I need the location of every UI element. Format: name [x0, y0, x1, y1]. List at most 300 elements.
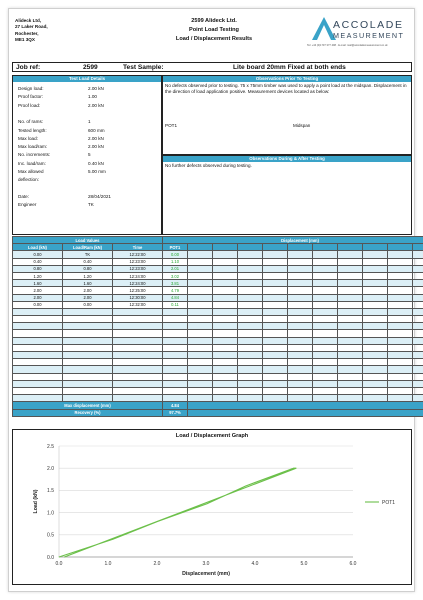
test-load-details: [12, 75, 162, 235]
table-cell: [413, 373, 423, 380]
table-cell: [338, 387, 363, 394]
table-cell: [363, 359, 388, 366]
table-cell: [238, 359, 263, 366]
table-cell: 12:24:00: [113, 272, 163, 279]
detail-key: Max load:: [18, 135, 38, 141]
table-cell: [413, 344, 423, 351]
table-cell: [388, 352, 413, 359]
detail-value: TK: [88, 202, 94, 208]
address-line: Alideck Ltd,: [15, 18, 42, 23]
table-row: [13, 359, 423, 366]
detail-value: 2.00 kN: [88, 144, 104, 150]
detail-value: 600 mm: [88, 127, 105, 133]
table-cell: [263, 330, 288, 337]
table-row: [13, 301, 423, 308]
table-cell: [288, 251, 313, 258]
table-row: [13, 272, 423, 279]
detail-key: Design load:: [18, 86, 44, 91]
table-cell: [413, 359, 423, 366]
table-cell: [238, 366, 263, 373]
table-cell: [163, 395, 188, 402]
table-cell: [338, 280, 363, 287]
table-cell: [338, 258, 363, 265]
table-cell: [263, 316, 288, 323]
table-cell: [338, 287, 363, 294]
table-cell: [238, 272, 263, 279]
y-tick-label: 1.0: [47, 510, 54, 517]
table-cell: 0.80: [13, 265, 63, 272]
column-header: [313, 244, 338, 251]
data-point: [293, 468, 294, 469]
data-point: [64, 557, 65, 558]
table-cell: [413, 265, 423, 272]
table-cell: [63, 395, 113, 402]
detail-key: Max load/ram:: [18, 144, 48, 150]
table-cell: [163, 330, 188, 337]
table-cell: [188, 258, 213, 265]
table-cell: [113, 373, 163, 380]
table-cell: [213, 280, 238, 287]
table-cell: [288, 308, 313, 315]
table-cell: [388, 316, 413, 323]
table-cell: [13, 316, 63, 323]
table-cell: [338, 344, 363, 351]
table-cell: 12:23:00: [113, 265, 163, 272]
address-line: Rochester,: [15, 30, 39, 36]
table-row: [13, 366, 423, 373]
table-cell: [13, 352, 63, 359]
table-cell: [413, 337, 423, 344]
table-cell: [263, 387, 288, 394]
table-cell: [188, 373, 213, 380]
table-cell: [238, 280, 263, 287]
table-cell: [363, 258, 388, 265]
table-cell: [338, 330, 363, 337]
table-cell: [263, 323, 288, 330]
table-cell: 0.80: [63, 265, 113, 272]
table-cell: [213, 387, 238, 394]
table-cell: [238, 323, 263, 330]
table-cell: [313, 280, 338, 287]
table-cell: [388, 294, 413, 301]
table-cell: [288, 380, 313, 387]
table-cell: [163, 366, 188, 373]
table-cell: 2.00: [13, 294, 63, 301]
observations-during: [162, 155, 412, 235]
table-cell: 2.00: [63, 287, 113, 294]
column-header: [338, 244, 363, 251]
table-cell: [388, 323, 413, 330]
x-tick-label: 4.0: [251, 561, 259, 567]
table-cell: [63, 366, 113, 373]
table-cell: [188, 337, 213, 344]
table-cell: [188, 287, 213, 294]
table-cell: [13, 337, 63, 344]
table-cell: [188, 280, 213, 287]
table-cell: TK: [63, 251, 113, 258]
table-cell: [288, 395, 313, 402]
table-cell: [338, 323, 363, 330]
table-cell: [388, 258, 413, 265]
table-cell: [288, 280, 313, 287]
table-cell: [13, 359, 63, 366]
column-header: POT1: [163, 244, 188, 251]
table-cell: 1.60: [13, 280, 63, 287]
table-cell: [263, 366, 288, 373]
detail-value: 5.00 mm: [88, 169, 106, 174]
table-cell: [263, 373, 288, 380]
table-cell: [388, 395, 413, 402]
table-cell: [263, 380, 288, 387]
title-line-2: Point Load Testing: [189, 27, 239, 33]
table-cell: [188, 352, 213, 359]
table-cell: [388, 380, 413, 387]
table-cell: [238, 265, 263, 272]
table-cell: 0.40: [63, 258, 113, 265]
table-cell: [413, 316, 423, 323]
table-cell: [413, 280, 423, 287]
table-cell: [188, 344, 213, 351]
table-row: [13, 373, 423, 380]
table-cell: 1.60: [63, 280, 113, 287]
observation-text: No defects observed prior to testing. 75 x 75mm timber was used to apply a point load at the midspan. Displacement in the direction of load application positive. Measurement devices located as below:: [165, 83, 407, 95]
table-cell: [313, 330, 338, 337]
table-cell: [313, 323, 338, 330]
table-cell: [213, 323, 238, 330]
table-cell: [313, 395, 338, 402]
table-cell: [63, 316, 113, 323]
logo-contact: Tel: +44 (0)1707 377 498 · E-mail: mail@accolademeasurement.co.uk: [307, 44, 388, 47]
table-row: [13, 294, 423, 301]
table-cell: [213, 272, 238, 279]
table-cell: [213, 380, 238, 387]
detail-key: Tested length:: [18, 127, 47, 133]
table-cell: [338, 359, 363, 366]
table-cell: [213, 337, 238, 344]
detail-key: Max allowed: [18, 169, 44, 174]
detail-value: 0.40 kN: [88, 160, 104, 166]
table-row: [13, 387, 423, 394]
table-cell: [263, 337, 288, 344]
detail-value: 5: [88, 152, 91, 158]
table-cell: [188, 387, 213, 394]
table-row: [13, 344, 423, 351]
table-cell: [238, 251, 263, 258]
table-cell: [263, 359, 288, 366]
recovery-label: Recovery (%): [13, 409, 163, 416]
table-cell: 2.00: [13, 287, 63, 294]
table-cell: [263, 265, 288, 272]
y-tick-label: 2.0: [47, 466, 54, 472]
section-heading: Test Load Details: [13, 76, 161, 82]
column-header: [238, 244, 263, 251]
table-cell: [338, 294, 363, 301]
table-cell: [338, 366, 363, 373]
table-cell: [13, 330, 63, 337]
detail-key: No. of rams:: [18, 119, 44, 125]
table-cell: [363, 294, 388, 301]
table-cell: [413, 251, 423, 258]
column-header: [388, 244, 413, 251]
y-tick-label: 1.5: [47, 488, 54, 495]
table-cell: 1.10: [163, 258, 188, 265]
table-cell: [263, 294, 288, 301]
table-cell: 2.01: [163, 265, 188, 272]
summary-filler: [188, 409, 423, 416]
report-title: [139, 17, 289, 44]
table-cell: [263, 344, 288, 351]
table-cell: [388, 308, 413, 315]
table-cell: [363, 287, 388, 294]
table-cell: [113, 366, 163, 373]
table-cell: [263, 287, 288, 294]
table-cell: [313, 301, 338, 308]
recovery-row: [13, 409, 423, 416]
table-cell: [63, 337, 113, 344]
table-cell: [213, 366, 238, 373]
test-sample-value: Lite board 20mm Fixed at both ends: [233, 64, 346, 71]
table-cell: [113, 352, 163, 359]
displacement-heading: Displacement (mm): [163, 237, 423, 244]
table-cell: [113, 337, 163, 344]
detail-key: Proof factor:: [18, 94, 44, 100]
y-tick-label: 0.5: [47, 532, 54, 539]
table-cell: [288, 337, 313, 344]
table-cell: [238, 308, 263, 315]
table-cell: [163, 380, 188, 387]
y-tick-label: 0.0: [47, 554, 54, 561]
chart-panel: [12, 429, 412, 585]
table-cell: [363, 265, 388, 272]
table-cell: [288, 344, 313, 351]
table-cell: 12:22:00: [113, 251, 163, 258]
detail-key: deflection:: [18, 177, 39, 183]
table-cell: [113, 359, 163, 366]
detail-key: Proof load:: [18, 102, 41, 108]
table-cell: [363, 251, 388, 258]
test-sample-label: Test Sample:: [123, 64, 164, 71]
table-cell: [263, 251, 288, 258]
table-cell: 12:30:00: [113, 294, 163, 301]
table-cell: [388, 337, 413, 344]
table-cell: [188, 330, 213, 337]
column-header: Load/Ram (kN): [63, 244, 113, 251]
table-cell: [363, 387, 388, 394]
table-cell: [13, 380, 63, 387]
x-tick-label: 6.0: [349, 561, 357, 567]
table-cell: [163, 387, 188, 394]
detail-value: 1: [88, 119, 91, 125]
table-cell: [313, 352, 338, 359]
table-cell: [113, 323, 163, 330]
table-cell: [163, 316, 188, 323]
table-cell: [388, 387, 413, 394]
table-row: [13, 265, 423, 272]
table-cell: [238, 316, 263, 323]
address-line: ME1 3QX: [15, 37, 35, 43]
table-cell: [263, 395, 288, 402]
x-tick-label: 0.0: [55, 561, 63, 567]
table-cell: [363, 395, 388, 402]
table-row: [13, 287, 423, 294]
detail-key: Inc. load/ram:: [18, 160, 46, 166]
table-cell: [163, 352, 188, 359]
table-cell: [288, 373, 313, 380]
column-header: [188, 244, 213, 251]
address-block: [15, 18, 48, 44]
table-cell: 4.79: [163, 287, 188, 294]
table-cell: 0.40: [13, 258, 63, 265]
max-displacement-label: Max displacement (mm): [13, 402, 163, 409]
table-cell: [388, 287, 413, 294]
recovery-value: 97.7%: [163, 409, 188, 416]
table-cell: [313, 258, 338, 265]
table-cell: [338, 316, 363, 323]
table-cell: [163, 308, 188, 315]
table-cell: [213, 265, 238, 272]
table-cell: [188, 294, 213, 301]
table-cell: [188, 272, 213, 279]
logo-text-bottom: MEASUREMENT: [333, 31, 405, 40]
table-cell: [163, 359, 188, 366]
table-cell: [363, 301, 388, 308]
table-cell: 0.00: [13, 251, 63, 258]
table-cell: [363, 366, 388, 373]
table-row: [13, 395, 423, 402]
column-header: [363, 244, 388, 251]
max-displacement-row: [13, 402, 423, 409]
table-cell: [288, 287, 313, 294]
table-cell: [263, 301, 288, 308]
max-displacement-value: 4.84: [163, 402, 188, 409]
table-cell: [263, 308, 288, 315]
table-cell: [363, 352, 388, 359]
table-cell: [413, 272, 423, 279]
section-heading: Observations During & After Testing: [163, 156, 411, 162]
table-cell: [63, 344, 113, 351]
table-cell: [413, 330, 423, 337]
table-cell: [363, 272, 388, 279]
table-row: [13, 251, 423, 258]
table-cell: [388, 344, 413, 351]
table-cell: [288, 301, 313, 308]
address-line: 27 Laker Road,: [15, 24, 48, 30]
detail-value: 2.00 kN: [88, 135, 104, 141]
observations-prior: [162, 75, 412, 155]
table-cell: [188, 301, 213, 308]
table-cell: [113, 316, 163, 323]
table-cell: [213, 316, 238, 323]
table-cell: [13, 366, 63, 373]
detail-value: 2.00 kN: [88, 86, 104, 91]
table-cell: [13, 387, 63, 394]
table-cell: [238, 373, 263, 380]
table-cell: [113, 380, 163, 387]
table-cell: [13, 344, 63, 351]
table-cell: [63, 352, 113, 359]
data-point: [296, 468, 297, 469]
table-cell: [288, 366, 313, 373]
table-row: [13, 352, 423, 359]
table-cell: [313, 380, 338, 387]
table-cell: [213, 330, 238, 337]
table-cell: [213, 301, 238, 308]
table-cell: 12:25:00: [113, 287, 163, 294]
table-row: [13, 258, 423, 265]
table-cell: [338, 272, 363, 279]
table-cell: [238, 294, 263, 301]
table-cell: 0.00: [63, 301, 113, 308]
table-cell: [338, 251, 363, 258]
device-location: Midspan: [293, 123, 311, 128]
detail-key: Date:: [18, 193, 29, 199]
table-cell: [388, 280, 413, 287]
table-cell: [213, 344, 238, 351]
table-cell: [213, 395, 238, 402]
table-cell: [238, 258, 263, 265]
table-cell: [388, 272, 413, 279]
detail-value: 2.00 kN: [88, 102, 104, 108]
table-cell: [188, 316, 213, 323]
table-row: [13, 337, 423, 344]
x-axis-title: Displacement (mm): [182, 571, 230, 577]
table-cell: 0.11: [163, 301, 188, 308]
table-cell: [238, 395, 263, 402]
table-cell: [363, 323, 388, 330]
table-cell: [313, 337, 338, 344]
table-cell: [363, 344, 388, 351]
table-row: [13, 323, 423, 330]
column-header: [288, 244, 313, 251]
data-point: [59, 557, 60, 558]
table-cell: [263, 258, 288, 265]
table-cell: [238, 387, 263, 394]
table-cell: 3.81: [163, 280, 188, 287]
table-cell: [338, 380, 363, 387]
table-cell: [63, 380, 113, 387]
table-cell: 1.20: [63, 272, 113, 279]
table-cell: [263, 280, 288, 287]
table-cell: [413, 395, 423, 402]
column-header: Time: [113, 244, 163, 251]
table-cell: [388, 366, 413, 373]
data-point: [207, 503, 208, 504]
table-cell: [288, 330, 313, 337]
y-axis-title: Load (kN): [33, 489, 39, 514]
table-cell: 1.20: [13, 272, 63, 279]
x-tick-label: 5.0: [300, 561, 308, 567]
job-row: [12, 62, 412, 72]
table-cell: [63, 308, 113, 315]
x-tick-label: 2.0: [153, 561, 161, 567]
table-cell: [238, 287, 263, 294]
table-cell: [413, 352, 423, 359]
table-cell: [313, 344, 338, 351]
title-line-1: 2599 Alideck Ltd.: [191, 18, 237, 24]
table-cell: [363, 373, 388, 380]
table-cell: [13, 308, 63, 315]
table-cell: [413, 366, 423, 373]
table-cell: [413, 380, 423, 387]
table-cell: [388, 251, 413, 258]
table-cell: 4.84: [163, 294, 188, 301]
table-cell: [388, 330, 413, 337]
table-cell: [13, 395, 63, 402]
x-tick-label: 1.0: [104, 561, 112, 567]
table-cell: [338, 301, 363, 308]
table-cell: [63, 373, 113, 380]
table-cell: [338, 337, 363, 344]
